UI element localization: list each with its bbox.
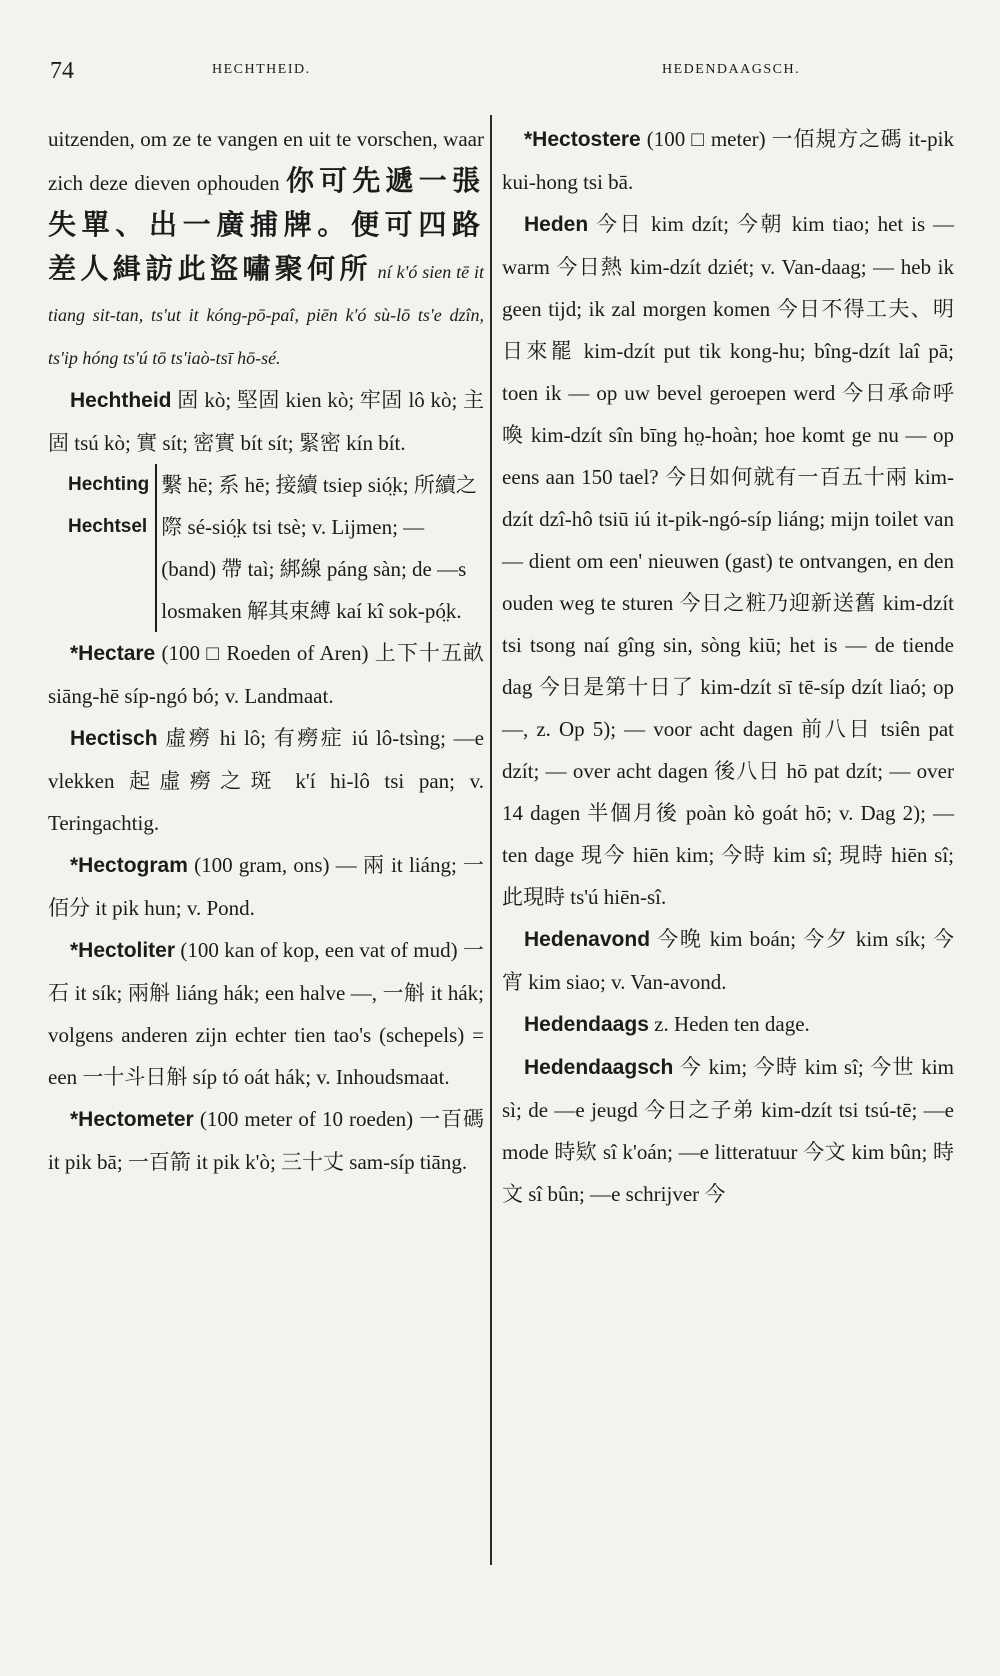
continuation-chinese: 你可先遞一張失單、出一廣捕牌。便可四路差人緝訪此盜嘯聚何所 — [48, 164, 484, 285]
entry-hedendaags — [502, 1003, 954, 1046]
brace-group — [48, 464, 157, 632]
right-column — [502, 118, 954, 1215]
entry-hedendaagsch — [502, 1046, 954, 1215]
running-head-right: HEDENDAAGSCH. — [662, 62, 801, 77]
entry-hechtheid — [48, 379, 484, 464]
headword: *Hectoliter — [70, 939, 176, 962]
headword: Hedenavond — [524, 928, 651, 951]
headword: Hedendaagsch — [524, 1056, 674, 1079]
entry-body: (100 □ Roeden of Aren) 上下十五畝 siāng-hē síp-ngó bó; v. Landmaat. — [48, 641, 484, 708]
headword: Hedendaags — [524, 1013, 649, 1036]
entry-hedenavond — [502, 918, 954, 1003]
entry-heden — [502, 203, 954, 918]
entry-body: 繫 hē; 系 hē; 接續 tsiep sió̤k; 所續之際 sé-sió̤k tsi tsè; v. Lijmen; — (band) 帶 taì; 綁線 páng sàn; de —s losmaken 解其束縛 kaí kî sok-pó̤k. — [161, 473, 477, 623]
entry-body: 今日 kim dzít; 今朝 kim tiao; het is — warm 今日熱 kim-dzít dziét; v. Van-daag; — heb ik geen tijd; ik zal morgen komen 今日不得工夫、明日來罷 kim-dzít put tik kong-hu; bîng-dzít laî pā; toen ik — op uw bevel geroepen werd 今日承命呼喚 kim-dzít sîn bīng ho̤-hoàn; hoe komt ge nu — op eens aan 150 tael? 今日如何就有一百五十兩 kim-dzít dzî-hô tsiū iú it-pik-ngó-síp liáng; mijn toilet van — dient om een' nieuwen (gast) te ontvangen, en den ouden weg te sturen 今日之粧乃迎新送舊 kim-dzít tsi tsong naí gîng sin, sòng kiū; het is — de tiende dag 今日是第十日了 kim-dzít sī tē-síp dzít liaó; op —, z. Op 5); — voor acht dagen 前八日 tsiên pat dzít; — over acht dagen 後八日 hō pat dzít; — over 14 dagen 半個月後 poàn kò goát hō; v. Dag 2); — ten dage 現今 hiēn kim; 今時 kim sî; 現時 hiēn sî; 此現時 ts'ú hiēn-sî. — [502, 212, 954, 909]
continuation-romanization: ní k'ó sien tē it tiang sit-tan, ts'ut it kóng-pō-paî, piēn k'ó sù-lō ts'e dzîn, ts'ip hóng ts'ú tō ts'iaò-tsī hō-sé. — [48, 262, 485, 368]
entry-hectisch — [48, 717, 484, 844]
entry-hectare — [48, 632, 484, 717]
page-number: 74 — [50, 58, 74, 84]
entry-body: 今 kim; 今時 kim sî; 今世 kim sì; de —e jeugd 今日之子弟 kim-dzít tsi tsú-tē; —e mode 時欵 sî k'oán; —e litteratuur 今文 kim bûn; 時文 sî bûn; —e schrijver 今 — [502, 1055, 954, 1206]
entry-hectostere — [502, 118, 954, 203]
entry-hechting — [48, 464, 484, 632]
entry-body: (100 meter of 10 roeden) 一百碼 it pik bā; 一百箭 it pik k'ò; 三十丈 sam-síp tiāng. — [48, 1107, 484, 1174]
entry-body: z. Heden ten dage. — [654, 1012, 810, 1036]
headword: Hechtsel — [68, 516, 148, 537]
entry-body: 今晚 kim boán; 今夕 kim sík; 今宵 kim siao; v. Van-avond. — [502, 927, 954, 994]
headword: Hechtheid — [70, 389, 172, 412]
continuation-text: uitzenden, om ze te vangen en uit te vorschen, waar zich deze dieven ophouden — [48, 127, 484, 195]
headword: *Hectare — [70, 642, 156, 665]
entry-continuation — [48, 118, 484, 379]
headword: Heden — [524, 213, 589, 236]
entry-hectometer — [48, 1098, 484, 1183]
entry-hectogram — [48, 844, 484, 929]
entry-body: 固 kò; 堅固 kien kò; 牢固 lô kò; 主固 tsú kò; 實 sít; 密實 bít sít; 緊密 kín bít. — [48, 388, 485, 455]
headword: *Hectometer — [70, 1108, 194, 1131]
running-head-left: HECHTHEID. — [212, 62, 311, 77]
entry-body: (100 gram, ons) — 兩 it liáng; 一佰分 it pik hun; v. Pond. — [48, 853, 484, 920]
left-column — [48, 118, 484, 1183]
entry-body: (100 □ meter) 一佰規方之碼 it-pik kui-hong tsi bā. — [502, 127, 954, 194]
entry-body: (100 kan of kop, een vat of mud) 一石 it sík; 兩斛 liáng hák; een halve —, 一斛 it hák; volgens anderen zijn echter tien tao's (schepels) = een 一十斗日斛 síp tó oát hák; v. Inhoudsmaat. — [48, 938, 484, 1089]
entry-body: 虛癆 hi lô; 有癆症 iú lô-tsìng; —e vlekken 起虛癆之斑 k'í hi-lô tsi pan; v. Teringachtig. — [48, 726, 484, 835]
headword: *Hectogram — [70, 854, 188, 877]
column-divider — [490, 115, 492, 1565]
headword: Hectisch — [70, 727, 158, 750]
entry-hectoliter — [48, 929, 484, 1098]
headword: *Hectostere — [524, 128, 641, 151]
headword: Hechting — [68, 474, 150, 495]
